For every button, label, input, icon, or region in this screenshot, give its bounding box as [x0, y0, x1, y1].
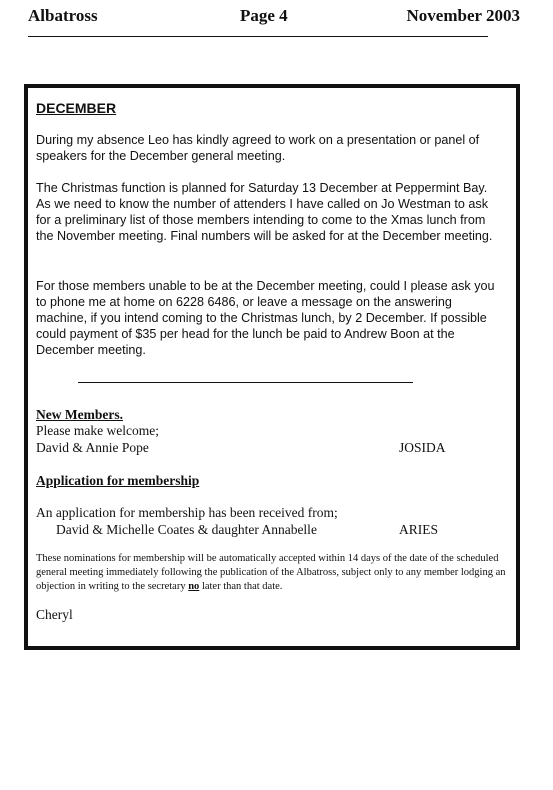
- new-members-heading: New Members.: [36, 407, 123, 422]
- signature: Cheryl: [36, 607, 73, 622]
- application-intro: An application for membership has been received from;: [36, 505, 338, 520]
- december-paragraph-3: For those members unable to be at the December meeting, could I please ask you to phone me at home on 6228 6486, or leave a message on the answering machine, if you intend coming to the Christmas lunch, by 2 December. If possible could payment of $35 per head for the lunch be paid to Andrew Boon at the December meeting.: [36, 279, 495, 357]
- article-box: [24, 84, 520, 650]
- december-heading: DECEMBER: [36, 100, 117, 116]
- december-paragraph-2: The Christmas function is planned for Saturday 13 December at Peppermint Bay. As we need to know the number of attenders I have called on Jo Westman to ask for a preliminary list of those members intending to come to the Xmas lunch from the November meeting. Final numbers will be asked for at the December meeting.: [36, 181, 493, 243]
- page-number: Page 4: [240, 6, 288, 25]
- issue-date: November 2003: [406, 6, 520, 25]
- newsletter-title: Albatross: [28, 6, 98, 25]
- new-members-intro: Please make welcome;: [36, 423, 159, 438]
- new-member-group: JOSIDA: [399, 440, 446, 455]
- header-divider: [28, 36, 488, 37]
- membership-notice: These nominations for membership will be automatically accepted within 14 days of the date of the scheduled general meeting immediately following the publication of the Albatross, subject only to any member lodging an objection in writing to the secretary no later than that date.: [36, 553, 506, 592]
- applicant-name: David & Michelle Coates & daughter Annabelle: [56, 522, 317, 537]
- page-header: [28, 6, 520, 34]
- section-divider: [78, 382, 413, 383]
- new-member-name: David & Annie Pope: [36, 440, 149, 455]
- application-heading: Application for membership: [36, 473, 200, 488]
- december-paragraph-1: During my absence Leo has kindly agreed to work on a presentation or panel of speakers for the December general meeting.: [36, 133, 480, 163]
- applicant-group: ARIES: [399, 522, 439, 537]
